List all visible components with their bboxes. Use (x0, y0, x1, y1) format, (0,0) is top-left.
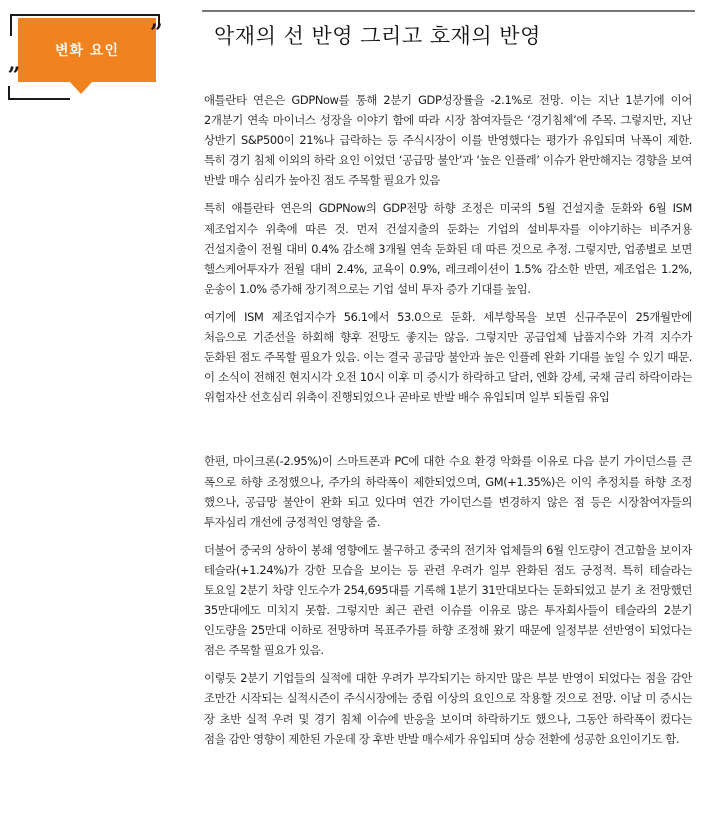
paragraph: 여기에 ISM 제조업지수가 56.1에서 53.0으로 둔화. 세부항목을 보면 신규주문이 25개월만에 처음으로 기준선을 하회해 향후 전망도 좋지는 않음. 그렇지만 공급업체 납품지수와 가격 지수가 둔화된 점도 주목할 필요가 있음. 이는 결국 공급망 불안과 높은 인플레 완화 기대를 높일 수 있기 때문. 이 소식이 전해진 현지시각 오전 10시 이후 미 증시가 하락하고 달러, 엔화 강세, 국채 금리 하락이라는 위험자산 선호심리 위축이 진행되었으나 곧바로 반발 배수 유입되며 일부 되돌림 유입 (204, 309, 692, 405)
open-quote-icon: „ (8, 50, 21, 76)
paragraph: 이렇듯 2분기 기업들의 실적에 대한 우려가 부각되기는 하지만 많은 부분 반영이 되었다는 점을 감안 조만간 시작되는 실적시즌이 주식시장에는 중립 이상의 요인으로 작용할 것으로 전망. 이날 미 증시는 장 초반 실적 우려 및 경기 침체 이슈에 반응을 보이며 하락하기도 했으나, 그동안 하락폭이 컸다는 점을 감안 영향이 제한된 가운데 장 후반 반발 매수세가 유입되며 상승 전환에 성공한 요인이기도 함. (204, 671, 692, 746)
title-rule (202, 10, 695, 12)
paragraph: 애틀란타 연은은 GDPNow를 통해 2분기 GDP성장률을 -2.1%로 전망. 이는 지난 1분기에 이어 2개분기 연속 마이너스 성장을 이야기 함에 따라 시장 참여자들은 ‘경기침체’에 주목. 그렇지만, 지난 상반기 S&P500이 21%나 급락하는 등 주식시장이 이를 반영했다는 평가가 유입되며 낙폭이 제한. 특히 경기 침체 이외의 하락 요인 이었던 ‘공급망 불안’과 ‘높은 인플레’ 이슈가 완만해지는 경향을 보여 반발 매수 심리가 높아진 점도 주목할 필요가 있음 (204, 93, 692, 188)
badge-frame-bottom-line (8, 98, 70, 100)
section-gap (204, 415, 692, 451)
paragraph: 한편, 마이크론(-2.95%)이 스마트폰과 PC에 대한 수요 환경 악화를 이유로 다음 분기 가이던스를 큰 폭으로 하향 조정했으나, 주가의 하락폭이 제한되었으며, GM(+1.35%)은 이익 추정치를 하향 조정 했으나, 공급망 불안이 완화 되고 있다며 연간 가이던스를 변경하지 않은 점 등은 시장참여자들의 투자심리 개선에 긍정적인 영향을 줌. (204, 454, 692, 529)
close-quote-icon: ” (150, 20, 163, 46)
page-title: 악재의 선 반영 그리고 호재의 반영 (214, 24, 541, 48)
article-body (204, 90, 692, 757)
badge-pointer (70, 82, 92, 94)
section-badge (8, 14, 166, 100)
paragraph: 특히 애틀란타 연은의 GDPNow의 GDP전망 하향 조정은 미국의 5월 건설지출 둔화와 6월 ISM 제조업지수 위축에 따른 것. 먼저 건설지출의 둔화는 기업의 설비투자를 이야기하는 비주거용 건설지출이 전월 대비 0.4% 감소해 3개월 연속 둔화된 데 따른 것으로 추정. 그렇지만, 업종별로 보면 헬스케어투자가 전월 대비 2.4%, 교육이 0.9%, 레크레이션이 1.5% 감소한 반면, 제조업은 1.2%, 운송이 1.0% 증가해 장기적으로는 기업 설비 투자 증가 기대를 높임. (204, 201, 692, 296)
badge-frame-left (10, 14, 12, 36)
badge-label: 변화 요인 (18, 18, 156, 82)
paragraph: 더불어 중국의 상하이 봉쇄 영향에도 불구하고 중국의 전기차 업체들의 6월 인도량이 견고함을 보이자 테슬라(+1.24%)가 강한 모습을 보이는 등 관련 우려가 일부 완화된 점도 긍정적. 특히 테슬라는 토요일 2분기 차량 인도수가 254,695대를 기록해 1분기 31만대보다는 둔화되었고 분기 초 전망했던 35만대에도 미치지 못함. 그렇지만 최근 관련 이슈를 이유로 많은 투자회사들이 테슬라의 2분기 인도량을 25만대 이하로 전망하며 목표주가를 하향 조정해 왔기 때문에 일정부분 선반영이 되었다는 점은 주목할 필요가 있음. (204, 542, 692, 658)
badge-frame-top (10, 14, 158, 17)
